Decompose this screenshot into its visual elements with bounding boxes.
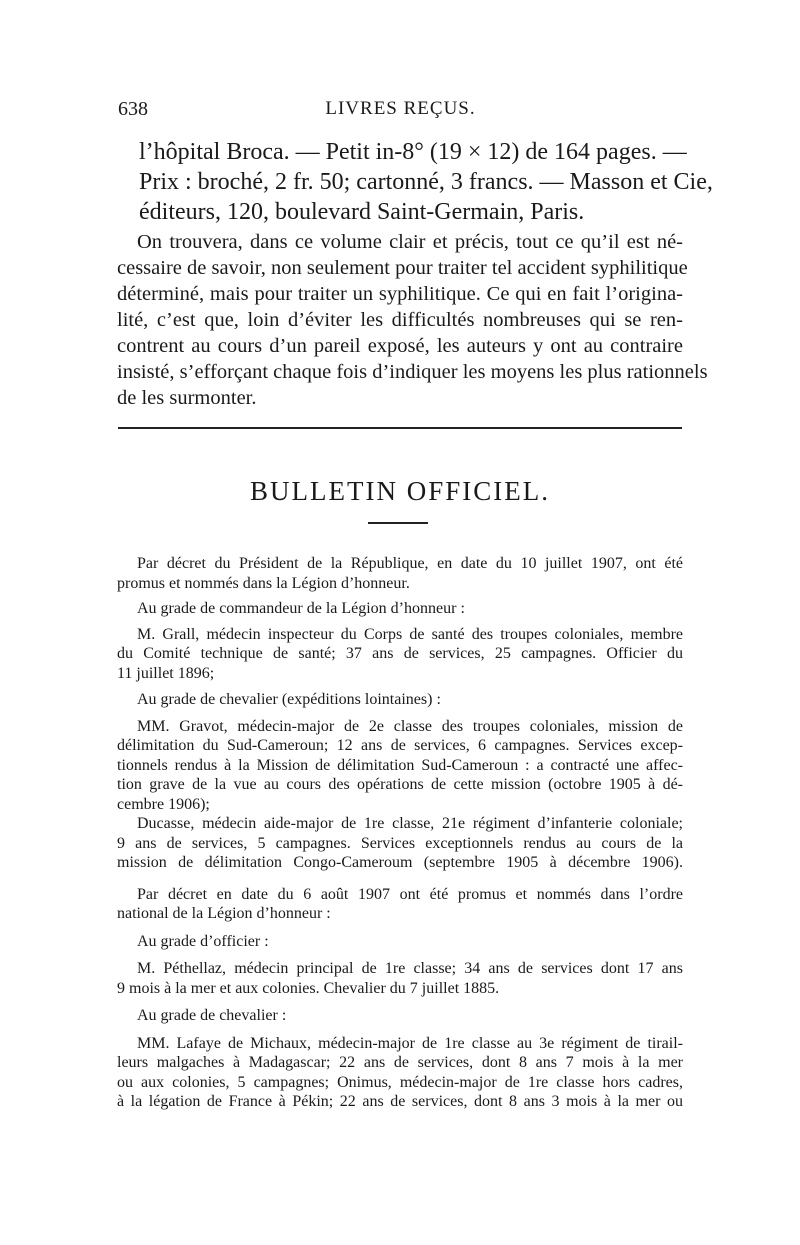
nomination-lafaye-onimus: MM. Lafaye de Michaux, médecin-major de 1re classe au 3e régiment de tirail- leurs malgaches à Madagascar; 22 ans de services, dont 8 ans 7 mois à la mer ou aux colonies, 5 campagnes; Onimus, médecin-major de 1re classe hors cadres, à la légation de France à Pékin; 22 ans de services, dont 8 ans 3 mois à la mer ou (117, 1034, 683, 1110)
nomination-pethellaz: M. Péthellaz, médecin principal de 1re classe; 34 ans de services dont 17 ans 9 mois à la mer et aux colonies. Chevalier du 7 juillet 1885. (117, 960, 683, 997)
section-title: BULLETIN OFFICIEL. (250, 476, 550, 506)
running-head (118, 98, 683, 124)
section-separator (118, 427, 682, 429)
decree-paragraph: Par décret du Président de la République, en date du 10 juillet 1907, ont été promus et nommés dans la Légion d’honneur. (117, 555, 683, 592)
grade-heading: Au grade de commandeur de la Légion d’honneur : (137, 600, 465, 617)
page-number: 638 (118, 98, 148, 120)
review-paragraph: On trouvera, dans ce volume clair et précis, tout ce qu’il est né- cessaire de savoir, non seulement pour traiter tel accident syphilitique déterminé, mais pour traiter un syphilitique. Ce qui en fait l’origina- lité, c’est que, loin d’éviter les difficultés nombreuses qui se ren- contrent au cours d’un pareil exposé, les auteurs y ont au contraire insisté, s’efforçant chaque fois d’indiquer les moyens les plus rationnels de les surmonter. (117, 231, 708, 409)
decree-paragraph: Par décret en date du 6 août 1907 ont été promus et nommés dans l’ordre national de la Légion d’honneur : (117, 885, 683, 922)
citation-line: Prix : broché, 2 fr. 50; cartonné, 3 francs. — Masson et Cie, (139, 169, 713, 195)
grade-heading: Au grade d’officier : (137, 932, 269, 950)
nomination-gravot: MM. Gravot, médecin-major de 2e classe des troupes coloniales, mission de délimitation du Sud-Cameroun; 12 ans de services, 6 campagnes. Services excep- tionnels rendus à la Mission de délimitation Sud-Cameroun : a contracté une affec- tion grave de la vue au cours des opérations de cette mission (octobre 1905 à dé- cembre 1906); (117, 717, 683, 813)
nomination-grall: M. Grall, médecin inspecteur du Corps de santé des troupes coloniales, membre du Comité technique de santé; 37 ans de services, 25 campagnes. Officier du 11 juillet 1896; (117, 625, 683, 682)
running-title: LIVRES REÇUS. (325, 98, 476, 119)
bulletin-body (117, 554, 683, 1112)
citation-line: l’hôpital Broca. — Petit in-8° (19 × 12) de 164 pages. — (139, 139, 687, 165)
title-rule (368, 522, 428, 524)
grade-heading: Au grade de chevalier : (137, 1007, 287, 1024)
nomination-ducasse: Ducasse, médecin aide-major de 1re classe, 21e régiment d’infanterie coloniale; 9 ans de services, 5 campagnes. Services exceptionnels rendus au cours de la mission de délimitation Congo-Cameroum (septembre 1905 à décembre 1906). (117, 815, 683, 871)
grade-heading: Au grade de chevalier (expéditions lointaines) : (137, 691, 441, 708)
citation-line: éditeurs, 120, boulevard Saint-Germain, Paris. (139, 199, 585, 225)
